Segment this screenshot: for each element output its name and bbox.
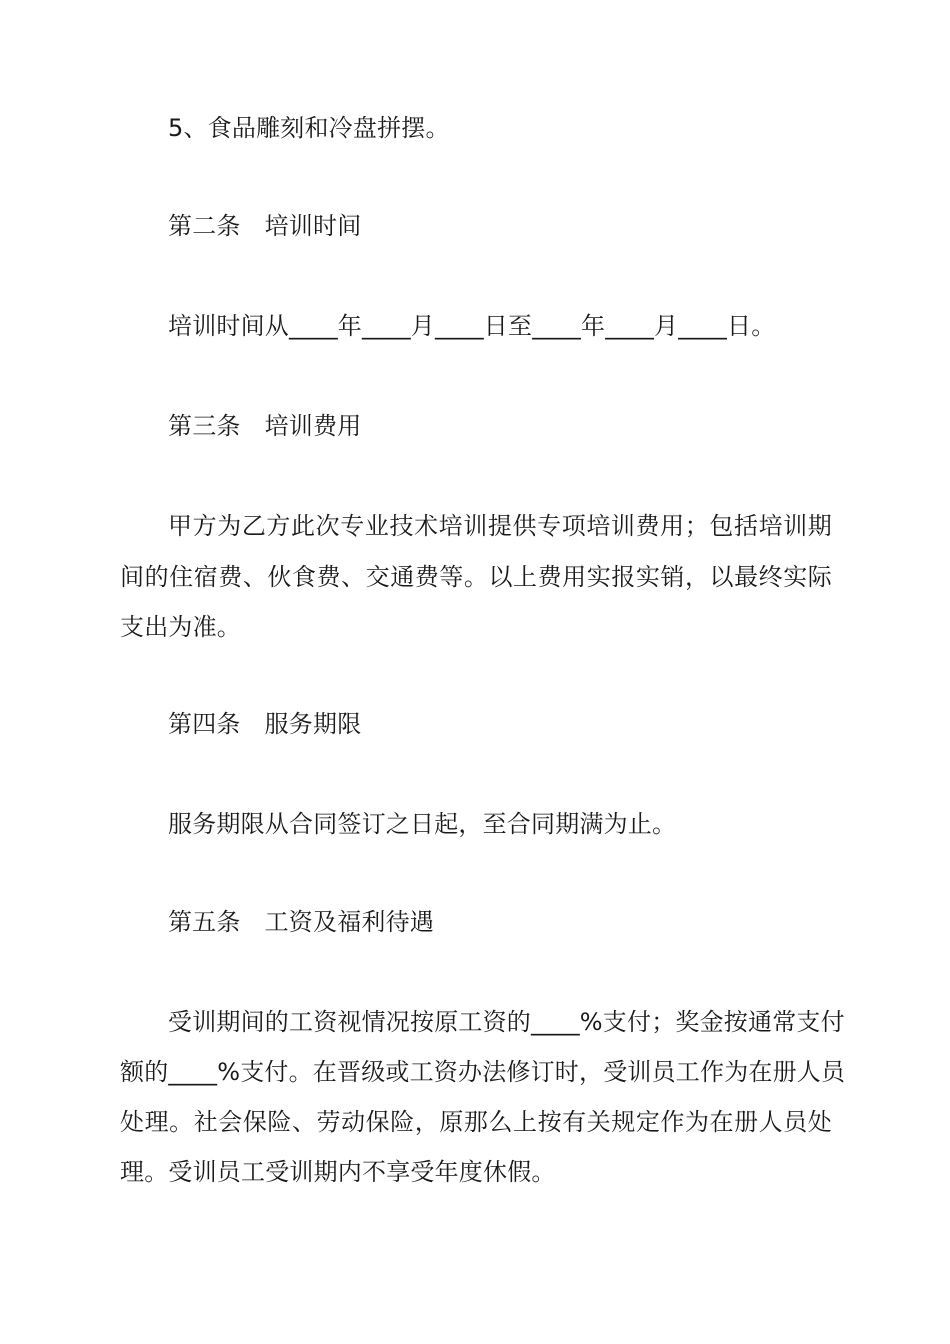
article-3-number: 第三条 (168, 412, 241, 440)
article-3-title: 培训费用 (264, 412, 362, 440)
article-5-line-2: 额的____%支付。在晋级或工资办法修订时，受训员工作为在册人员 (120, 1058, 846, 1086)
article-3-line-3: 支出为准。 (120, 613, 241, 641)
article-5-line-3: 处理。社会保险、劳动保险，原那么上按有关规定作为在册人员处 (120, 1108, 832, 1136)
article-4-number: 第四条 (168, 710, 241, 738)
article-4-title: 服务期限 (264, 710, 362, 738)
article-5-heading (168, 906, 832, 938)
article-4-body: 服务期限从合同签订之日起，至合同期满为止。 (168, 810, 677, 838)
article-2-body: 培训时间从____年____月____日至____年____月____日。 (168, 312, 776, 340)
article-5-number: 第五条 (168, 908, 241, 936)
article-4-heading (168, 708, 832, 740)
article-2-number: 第二条 (168, 212, 241, 240)
article-5-title: 工资及福利待遇 (264, 908, 435, 936)
article-3-line-1: 甲方为乙方此次专业技术培训提供专项培训费用；包括培训期 (168, 512, 832, 540)
article-2-title: 培训时间 (264, 212, 362, 240)
article-3-line-2: 间的住宿费、伙食费、交通费等。以上费用实报实销，以最终实际 (120, 563, 832, 591)
article-2-heading (168, 210, 832, 242)
article-5-line-1: 受训期间的工资视情况按原工资的____%支付；奖金按通常支付 (168, 1008, 845, 1036)
article-5-line-4: 理。受训员工受训期内不享受年度休假。 (120, 1158, 556, 1186)
item-5-text: 5、食品雕刻和冷盘拼摆。 (168, 114, 450, 142)
article-3-heading (168, 410, 832, 442)
